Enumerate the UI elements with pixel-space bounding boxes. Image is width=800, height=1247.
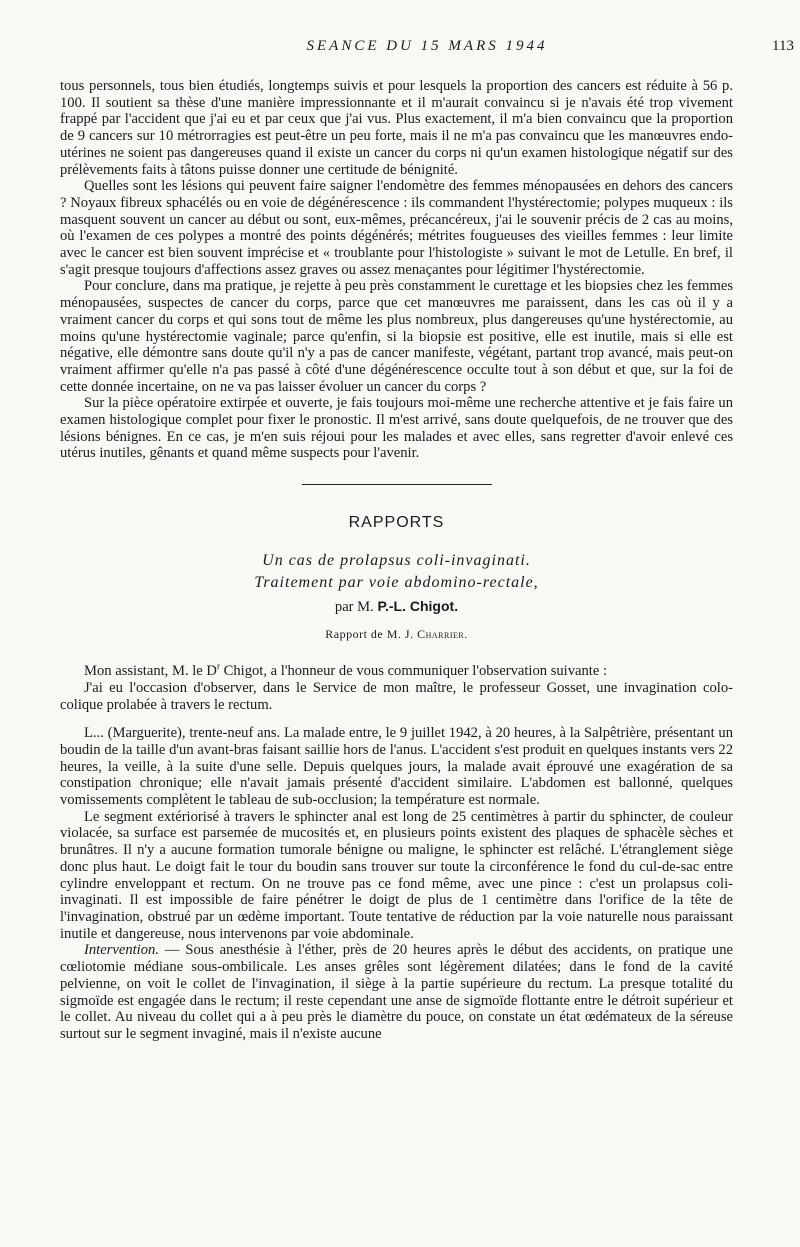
intervention-label: Intervention. — [84, 942, 159, 959]
observation-intro: J'ai eu l'occasion d'observer, dans le Service de mon maître, le professeur Gosset, une invagination colo-colique prolabée à travers le rectum. — [60, 679, 733, 713]
author-name: P.-L. Chigot. — [377, 597, 459, 614]
page-body — [60, 78, 733, 1043]
running-title: SEANCE DU 15 MARS 1944 — [306, 38, 548, 54]
paragraph-operative-piece: Sur la pièce opératoire extirpée et ouverte, je fais toujours moi-même une recherche attentive et je fais faire un examen histologique complet pour fixer le pronostic. Il m'est arrivé, sans doute quelquefois, de ne trouver que des lésions bénignes. En ce cas, je m'en suis réjoui pour les malades et avec elles, sans regretter d'avoir enlevé ces utérus inutiles, gênants et quand même suspects pour l'avenir. — [60, 395, 733, 462]
intro-superscript: r — [216, 661, 220, 672]
case-paragraph: Le segment extériorisé à travers le sphincter anal est long de 25 centimètres à partir du sphincter, de couleur violacée, sa surface est parsemée de mucosités et, en plusieurs points existent des plaques de sphacèle sèches et brunâtres. Il n'y a aucune formation tumorale bénigne ou maligne, le sphincter est relâché. L'étranglement siège donc plus haut. Le doigt fait le tour du boudin sans trouver sur toute la circonférence le fond du cul-de-sac entre cylindre enveloppant et rectum. On ne trouve pas ce fond même, avec une pince : c'est un prolapsus coli-invaginati. Il est impossible de faire pénétrer le doigt de plus de 1 centimètre dans l'orifice de la tête de l'invagination, obstrué par un œdème important. Toute tentative de réduction par la voie naturelle nous paraissant inutile et dangereuse, nous intervenons par voie abdominale. — [60, 808, 733, 942]
section-divider — [302, 484, 492, 485]
report-title-line-1: Un cas de prolapsus coli-invaginati. — [262, 551, 531, 569]
page-header — [60, 38, 794, 58]
intro-paragraph — [60, 658, 733, 680]
paragraph-continued: tous personnels, tous bien étudiés, longtemps suivis et pour lesquels la proportion des cancers est réduite à 56 p. 100. Il soutient sa thèse d'une manière impressionnante et il m'aurait convaincu si je n'avais été trop vivement frappé par l'accident que j'ai eu et par ceux que j'ai vus. Plus exactement, il m'a bien convaincu que la proportion de 9 cancers sur 10 métrorragies est peut-être un peu forte, mais il ne m'a pas convaincu que les manœuvres endo-utérines ne soient pas dangereuses quand il existe un cancer du corps ni qu'un examen histologique négatif sur des prélèvements faits à tâtons puisse donner une certitude de bénignité. — [60, 78, 733, 178]
intro-text-start: Mon assistant, M. le D — [84, 663, 217, 680]
report-title-line-2: Traitement par voie abdomino-rectale, — [254, 573, 539, 591]
report-author — [60, 598, 733, 616]
paragraph-conclusion: Pour conclure, dans ma pratique, je rejette à peu près constamment le curettage et les biopsies chez les femmes ménopausées, suspectes de cancer du corps, parce que cet manœuvres me paraissent, dans les cas où il y a vraiment cancer du corps et qui sons tout de même les plus nombreux, plus dangereuses qu'une hystérectomie, au moins qu'une hystérectomie vaginale; parce qu'enfin, si la biopsie est positive, elle est inutile, mais si elle est négative, elle démontre sans doute qu'il n'y a pas de cancer manifeste, végétant, partant trop avancé, mais peut-on vraiment affirmer qu'elle n'a pas passé à côté d'une dégénérescence occulte tout à son début et que, sur la foi de cette donnée incertaine, on ne va pas laisser évoluer un cancer du corps ? — [60, 278, 733, 395]
case-paragraph: L... (Marguerite), trente-neuf ans. La malade entre, le 9 juillet 1942, à 20 heures, à la Salpêtrière, présentant un boudin de la taille d'un avant-bras faisant saillie hors de l'anus. L'accident s'est produit en quelques instants vers 22 heures, la veille, à la suite d'une selle. Depuis quelques jours, la malade avait éprouvé une exagération de sa constipation chronique; elle n'avait jamais présenté d'accident similaire. L'abdomen est ballonné, quelques vomissements complètent le tableau de sub-occlusion; la température est normale. — [60, 725, 733, 809]
rapporteur-prefix: Rapport de M. J. — [325, 626, 414, 641]
page-number: 113 — [772, 38, 794, 54]
rapporteur-line — [60, 626, 733, 643]
intervention-text: — Sous anesthésie à l'éther, près de 20 heures après le début des accidents, on pratique une cœliotomie médiane sous-ombilicale. Les anses grêles sont légèrement dilatées; dans le fond de la cavité pelvienne, on voit le collet de l'invagination, il siège à la partie supérieure du rectum. La presque totalité du sigmoïde est engagée dans le rectum; il reste cependant une anse de sigmoïde flottante entre le détroit supérieur et le collet. Au niveau du collet qui a à peu près le diamètre du pouce, on constate un état œdémateux de la séreuse surtout sur le segment invaginé, mais il n'existe aucune — [60, 942, 733, 1042]
author-prefix: par M. — [334, 598, 374, 615]
intro-text-end: Chigot, a l'honneur de vous communiquer l'observation suivante : — [219, 663, 608, 680]
intervention-paragraph — [60, 942, 733, 1042]
section-heading: RAPPORTS — [348, 514, 445, 532]
rapporteur-name: Charrier. — [417, 626, 468, 641]
paragraph-lesions: Quelles sont les lésions qui peuvent faire saigner l'endomètre des femmes ménopausées en dehors des cancers ? Noyaux fibreux sphacélés ou en voie de dégénérescence : ils commandent l'hystérectomie; polypes muqueux : ils masquent souvent un cancer au début ou sont, eux-mêmes, précancéreux, j'ai le souvenir précis de 2 cas au moins, où l'examen de ces polypes a montré des points dégénérés; métrites fougueuses des vieilles femmes : leur limite avec le cancer est bien souvent imprécise et « troublante pour l'histologiste » suivant le mot de Letulle. En bref, il s'agit presque toujours d'affections assez graves ou assez menaçantes pour légitimer l'hystérectomie. — [60, 178, 733, 278]
